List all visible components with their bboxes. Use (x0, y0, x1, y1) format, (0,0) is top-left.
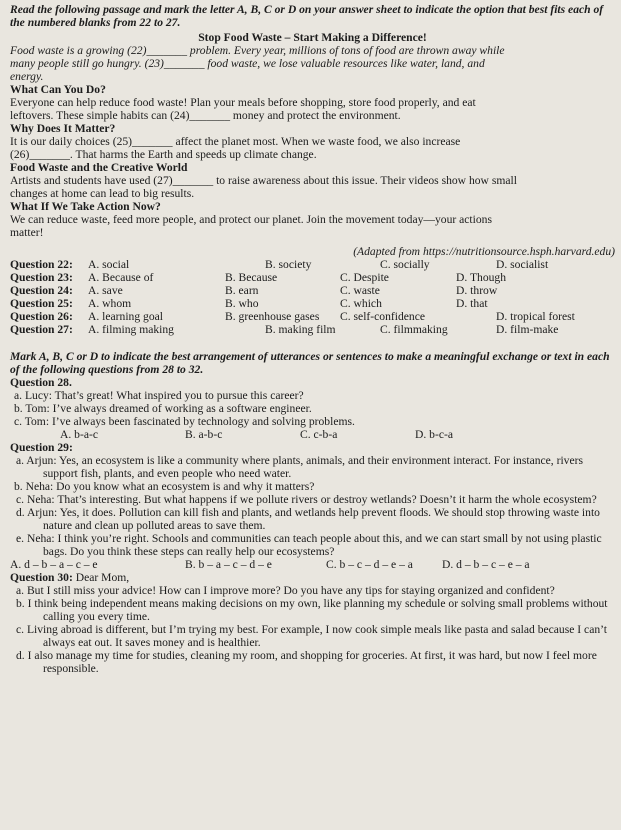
question-row-26 (10, 310, 615, 323)
option-a[interactable]: A. social (88, 258, 130, 271)
option-d[interactable]: D. b-c-a (415, 428, 453, 441)
q29-utterance-a: a. Arjun: Yes, an ecosystem is like a community where plants, animals, and their environment interact. For instance, rivers support fish, plants, and even people who need water. (16, 454, 583, 480)
q28-utterance-b: b. Tom: I’ve always dreamed of working as a software engineer. (14, 402, 312, 415)
option-d[interactable]: D. socialist (496, 258, 549, 271)
question-label: Question 25: (10, 297, 73, 310)
para-4-line-1: We can reduce waste, feed more people, and protect our planet. Join the movement today—your actions (10, 213, 492, 226)
heading-creative-world: Food Waste and the Creative World (10, 161, 188, 174)
question-row-27 (10, 323, 615, 336)
option-b[interactable]: B. Because (225, 271, 278, 284)
para-2-line-2: (26)_______. That harms the Earth and speeds up climate change. (10, 148, 317, 161)
heading-what-can-you-do: What Can You Do? (10, 83, 106, 96)
question-label: Question 23: (10, 271, 73, 284)
option-d[interactable]: D. film-make (496, 323, 559, 336)
question-label: Question 27: (10, 323, 73, 336)
option-c[interactable]: C. Despite (340, 271, 389, 284)
option-b[interactable]: B. a-b-c (185, 428, 223, 441)
question-label: Question 26: (10, 310, 73, 323)
letter-greeting: Dear Mom, (75, 571, 130, 584)
question-label: Question 22: (10, 258, 73, 271)
q29-utterance-d: d. Arjun: Yes, it does. Pollution can kill fish and plants, and wetlands help prevent floods. We should stop throwing waste into nature and clean up polluted areas to save them. (16, 506, 600, 532)
intro-line-2: many people still go hungry. (23)_______ food waste, we lose valuable resources like water, land, and (10, 57, 485, 70)
option-c[interactable]: C. b – c – d – e – a (326, 558, 413, 571)
option-a[interactable]: A. filming making (88, 323, 174, 336)
q30-sentence-d: d. I also manage my time for studies, cleaning my room, and shopping for groceries. At first, it was hard, but now I feel more responsible. (16, 649, 597, 675)
passage-title: Stop Food Waste – Start Making a Difference! (198, 31, 427, 44)
option-b[interactable]: B. who (225, 297, 259, 310)
intro-line-1: Food waste is a growing (22)_______ problem. Every year, millions of tons of food are thrown away while (10, 44, 505, 57)
option-d[interactable]: D. tropical forest (496, 310, 575, 323)
option-b[interactable]: B. greenhouse gases (225, 310, 320, 323)
option-d[interactable]: D. d – b – c – e – a (442, 558, 530, 571)
source-citation: (Adapted from https://nutritionsource.hsph.harvard.edu) (353, 245, 615, 258)
para-4-line-2: matter! (10, 226, 44, 239)
q29-options (10, 558, 615, 571)
question-label: Question 24: (10, 284, 73, 297)
q30-sentence-a: a. But I still miss your advice! How can I improve more? Do you have any tips for staying organized and confident? (16, 584, 555, 597)
option-c[interactable]: C. c-b-a (300, 428, 338, 441)
instruction-22-27: Read the following passage and mark the letter A, B, C or D on your answer sheet to indicate the option that best fits each of the numbered blanks from 22 to 27. (10, 3, 604, 29)
question-29-label: Question 29: (10, 441, 73, 454)
instruction-28-32: Mark A, B, C or D to indicate the best arrangement of utterances or sentences to make a meaningful exchange or text in each of the following questions from 28 to 32. (10, 350, 610, 376)
question-row-24 (10, 284, 615, 297)
q28-utterance-a: a. Lucy: That’s great! What inspired you to pursue this career? (14, 389, 304, 402)
q28-utterance-c: c. Tom: I’ve always been fascinated by technology and solving problems. (14, 415, 355, 428)
option-a[interactable]: A. Because of (88, 271, 154, 284)
option-b[interactable]: B. b – a – c – d – e (185, 558, 272, 571)
q29-utterance-b: b. Neha: Do you know what an ecosystem is and why it matters? (14, 480, 315, 493)
option-b[interactable]: B. earn (225, 284, 259, 297)
option-a[interactable]: A. b-a-c (60, 428, 98, 441)
q29-utterance-c: c. Neha: That’s interesting. But what happens if we pollute rivers or destroy wetlands? Doesn’t it harm the whole ecosystem? (16, 493, 597, 506)
q30-sentence-b: b. I think being independent means making decisions on my own, like planning my schedule or solving small problems without calling you every time. (16, 597, 608, 623)
para-1-line-1: Everyone can help reduce food waste! Plan your meals before shopping, store food properly, and eat (10, 96, 476, 109)
para-1-line-2: leftovers. These simple habits can (24)_______ money and protect the environment. (10, 109, 401, 122)
para-3-line-1: Artists and students have used (27)_______ to raise awareness about this issue. Their videos show how small (10, 174, 517, 187)
heading-take-action: What If We Take Action Now? (10, 200, 161, 213)
option-c[interactable]: C. which (340, 297, 382, 310)
question-row-22 (10, 258, 615, 271)
option-c[interactable]: C. socially (380, 258, 430, 271)
para-3-line-2: changes at home can lead to big results. (10, 187, 195, 200)
questions-22-27 (10, 258, 615, 336)
heading-why-matter: Why Does It Matter? (10, 122, 116, 135)
question-row-25 (10, 297, 615, 310)
option-c[interactable]: C. waste (340, 284, 380, 297)
option-d[interactable]: D. throw (456, 284, 498, 297)
option-a[interactable]: A. save (88, 284, 123, 297)
option-c[interactable]: C. self-confidence (340, 310, 425, 323)
option-b[interactable]: B. making film (265, 323, 336, 336)
question-30-label: Question 30: (10, 571, 73, 584)
option-b[interactable]: B. society (265, 258, 312, 271)
q28-options (10, 428, 615, 441)
intro-line-3: energy. (10, 70, 44, 83)
question-30-header (10, 571, 615, 584)
option-a[interactable]: A. d – b – a – c – e (10, 558, 98, 571)
option-d[interactable]: D. Though (456, 271, 507, 284)
option-a[interactable]: A. learning goal (88, 310, 164, 323)
q30-sentence-c: c. Living abroad is different, but I’m trying my best. For example, I now cook simple meals like pasta and salad because I can’t always eat out. It saves money and is healthier. (16, 623, 608, 649)
option-c[interactable]: C. filmmaking (380, 323, 448, 336)
para-2-line-1: It is our daily choices (25)_______ affect the planet most. When we waste food, we also increase (10, 135, 461, 148)
q29-utterance-e: e. Neha: I think you’re right. Schools and communities can teach people about this, and we can start small by not using plastic bags. Do you think these steps can really help our ecosystems? (16, 532, 602, 558)
question-row-23 (10, 271, 615, 284)
option-d[interactable]: D. that (456, 297, 488, 310)
option-a[interactable]: A. whom (88, 297, 132, 310)
question-28-label: Question 28. (10, 376, 72, 389)
